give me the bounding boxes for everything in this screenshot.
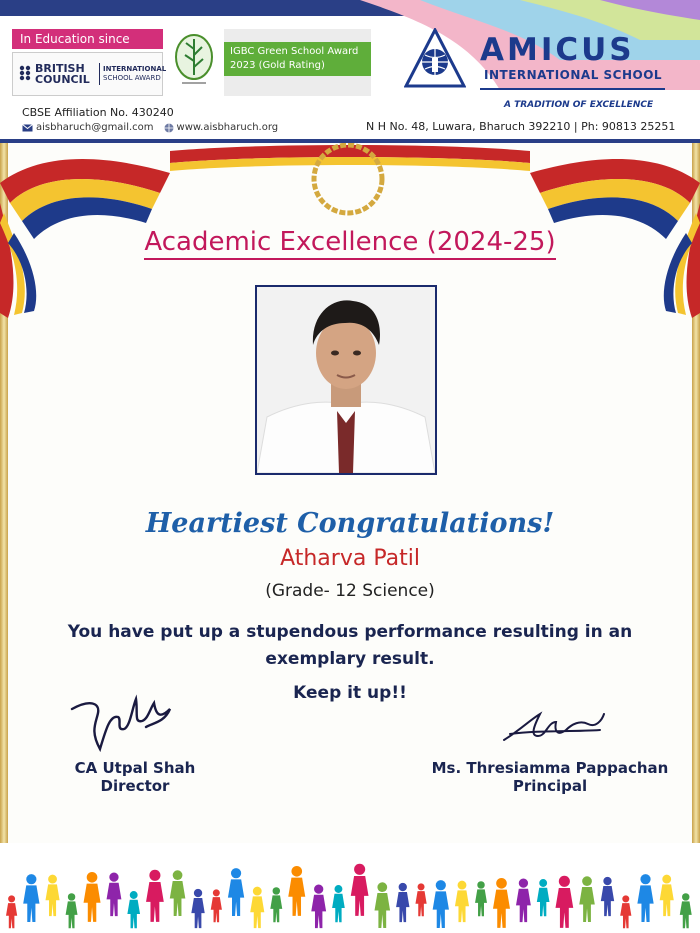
- footer-people-decoration: [0, 843, 700, 933]
- person-figure: [170, 870, 186, 916]
- person-figure: [415, 883, 426, 916]
- person-figure: [66, 893, 78, 928]
- person-figure: [493, 878, 510, 928]
- school-tagline: A TRADITION OF EXCELLENCE: [504, 100, 654, 110]
- person-figure: [127, 891, 140, 928]
- person-figure: [228, 868, 244, 916]
- student-grade: (Grade- 12 Science): [265, 581, 435, 601]
- british-council-logo-icon: [19, 65, 31, 81]
- student-photo: [255, 285, 437, 475]
- signatory-principal: Ms. Thresiamma Pappachan Principal: [431, 759, 669, 795]
- person-figure: [537, 879, 550, 916]
- student-name: Atharva Patil: [280, 546, 420, 571]
- person-figure: [211, 889, 222, 922]
- certificate: [0, 143, 700, 843]
- person-figure: [680, 893, 692, 928]
- email-icon: [22, 124, 33, 132]
- person-figure: [579, 876, 595, 922]
- person-figure: [84, 872, 101, 922]
- school-name: AMICUS: [480, 32, 635, 68]
- british-council-name: BRITISH COUNCIL: [35, 62, 90, 86]
- person-figure: [146, 870, 164, 922]
- certificate-message: You have put up a stupendous performance resulting in an exemplary result.: [67, 622, 633, 669]
- person-figure: [288, 866, 305, 916]
- person-figure: [375, 882, 391, 928]
- person-figure: [396, 883, 409, 922]
- person-figure: [45, 875, 59, 916]
- person-figure: [555, 876, 573, 928]
- amicus-emblem-icon: [404, 28, 466, 90]
- signatory-director: CA Utpal Shah Director: [74, 759, 196, 795]
- person-figure: [601, 877, 614, 916]
- signature-icon: [70, 679, 180, 759]
- closing-line: Keep it up!!: [293, 683, 407, 703]
- contact-info: [22, 122, 278, 133]
- cbse-affiliation: CBSE Affiliation No. 430240: [22, 106, 174, 119]
- igbc-logo-icon: [172, 31, 216, 93]
- person-figure: [311, 884, 326, 928]
- person-figure: [475, 881, 487, 916]
- globe-icon: [164, 123, 174, 133]
- congrats-heading: Heartiest Congratulations!: [145, 508, 555, 539]
- email-link[interactable]: aisbharuch@gmail.com: [36, 122, 154, 133]
- person-figure: [191, 889, 204, 928]
- person-figure: [270, 887, 282, 922]
- igbc-award-text: IGBC Green School Award 2023 (Gold Rating): [224, 42, 371, 76]
- school-name-rule: [480, 88, 665, 90]
- letterhead: [0, 0, 700, 143]
- school-subtitle: INTERNATIONAL SCHOOL: [484, 68, 663, 82]
- person-figure: [250, 887, 264, 928]
- person-figure: [332, 885, 345, 922]
- school-address: N H No. 48, Luwara, Bharuch 392210 | Ph: 90813 25251: [366, 120, 676, 133]
- person-figure: [23, 874, 39, 922]
- person-figure: [637, 874, 653, 922]
- igbc-award: [224, 29, 371, 96]
- since-badge: In Education since: [12, 29, 163, 49]
- website-link[interactable]: www.aisbharuch.org: [176, 122, 279, 133]
- person-figure: [351, 864, 369, 916]
- people-figures-icon: [0, 843, 700, 933]
- person-figure: [660, 875, 674, 916]
- person-figure: [107, 872, 122, 916]
- certificate-title: Academic Excellence (2024-25): [0, 225, 700, 259]
- person-figure: [516, 878, 531, 922]
- british-council-award: [12, 52, 167, 96]
- international-school-award-label: INTERNATIONAL SCHOOL AWARD: [103, 65, 167, 82]
- person-figure: [455, 881, 469, 922]
- person-figure: [620, 895, 631, 928]
- person-figure: [6, 895, 17, 928]
- signature-icon: [500, 700, 610, 750]
- person-figure: [433, 880, 449, 928]
